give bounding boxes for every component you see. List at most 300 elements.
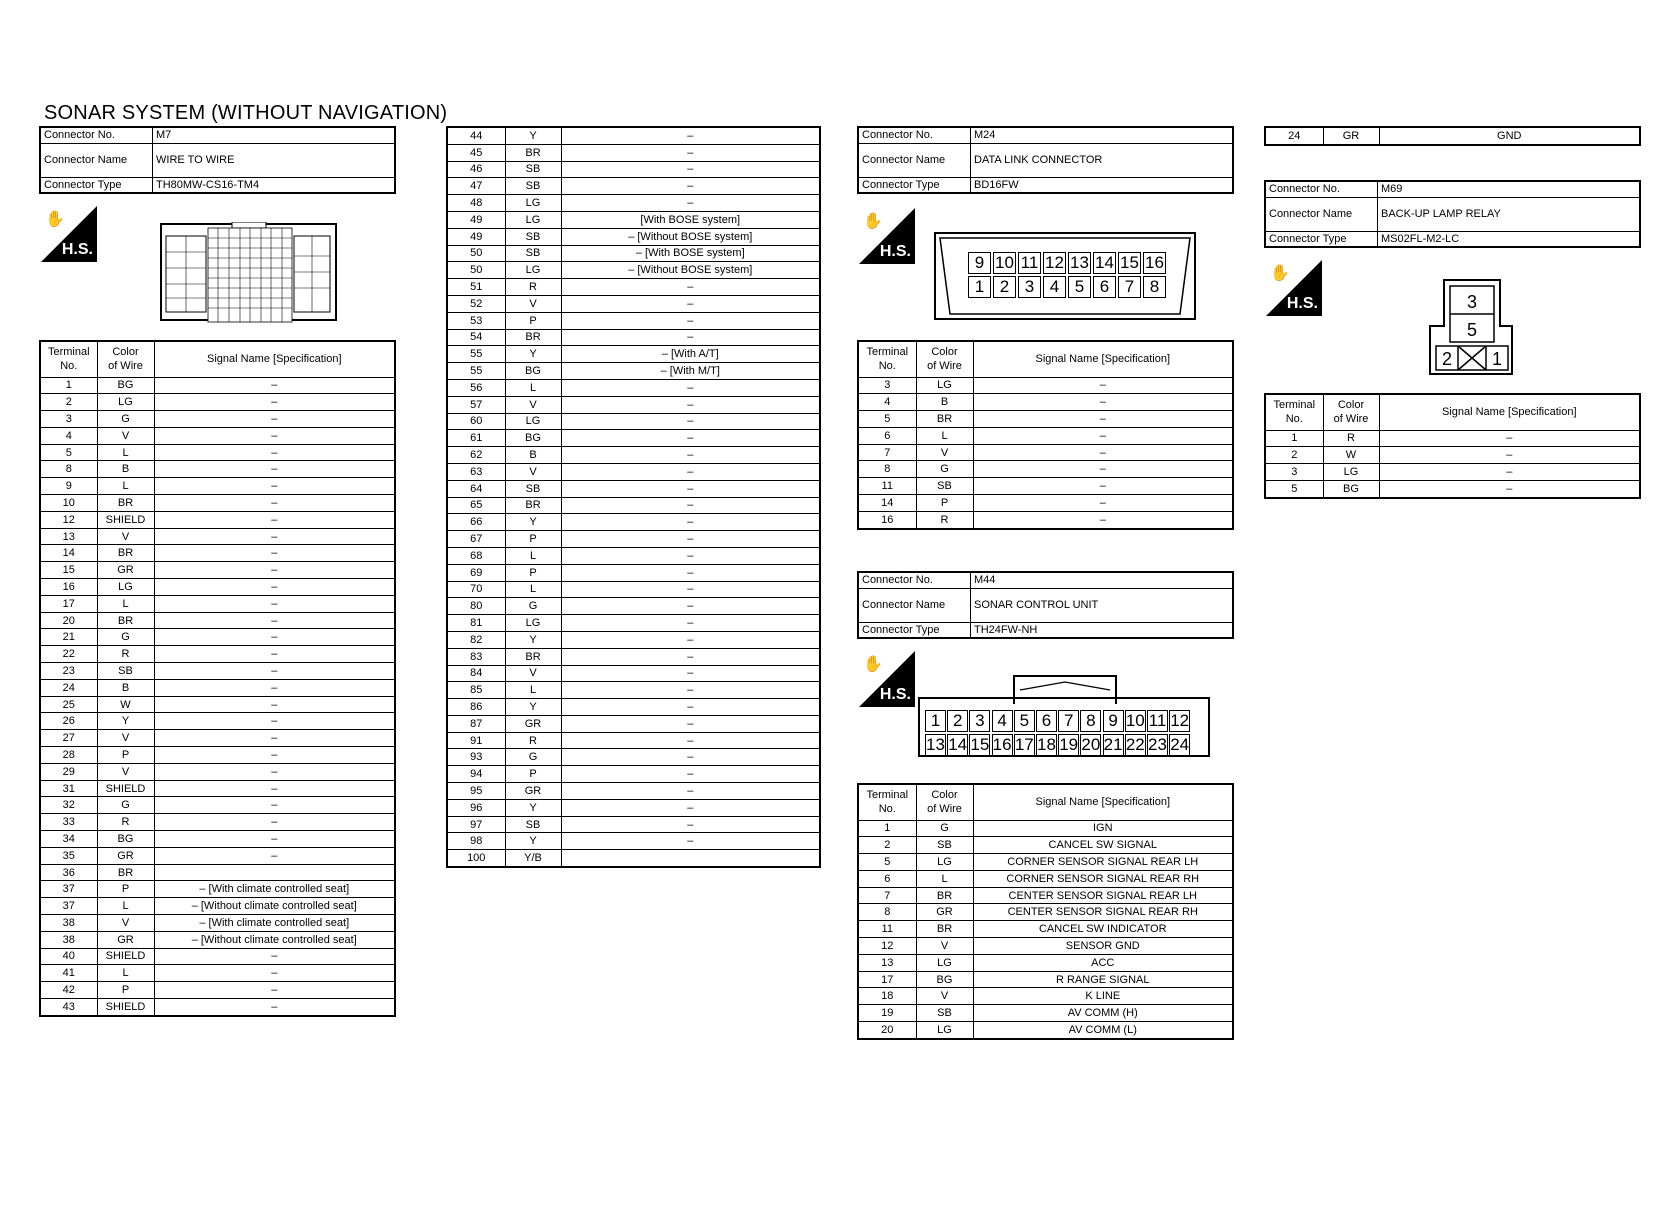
- table-row: [858, 971, 1233, 988]
- signal-cell: –: [154, 478, 395, 495]
- terminal-cell: 31: [40, 780, 97, 797]
- color-cell: V: [916, 444, 973, 461]
- m69-connector-no: M69: [1378, 181, 1641, 197]
- color-cell: BR: [505, 497, 561, 514]
- connector-pin: 21: [1103, 735, 1123, 754]
- connector-pin: 16: [1143, 252, 1166, 274]
- color-cell: V: [97, 915, 154, 932]
- terminal-cell: 23: [40, 663, 97, 680]
- color-cell: SB: [505, 816, 561, 833]
- table-row: [40, 814, 395, 831]
- terminal-cell: 12: [40, 511, 97, 528]
- connector-type-label: Connector Type: [1265, 231, 1378, 247]
- color-cell: BG: [1323, 480, 1379, 497]
- table-row: [447, 615, 820, 632]
- table-row: [40, 998, 395, 1015]
- signal-cell: –: [154, 377, 395, 394]
- table-row: [447, 564, 820, 581]
- connector-pin: 8: [1143, 276, 1166, 298]
- color-cell: R: [97, 646, 154, 663]
- color-cell: R: [916, 511, 973, 528]
- color-cell: BG: [97, 831, 154, 848]
- color-cell: GR: [97, 931, 154, 948]
- terminal-cell: 42: [40, 982, 97, 999]
- hs-symbol-icon: ✋ H.S.: [859, 651, 915, 707]
- signal-cell: – [Without BOSE system]: [561, 228, 820, 245]
- signal-cell: –: [154, 730, 395, 747]
- table-row: [447, 648, 820, 665]
- connector-pin: 2: [993, 276, 1016, 298]
- table-row: [40, 612, 395, 629]
- signal-cell: –: [561, 615, 820, 632]
- signal-cell: –: [561, 480, 820, 497]
- connector-type-label: Connector Type: [858, 622, 971, 638]
- signal-cell: –: [973, 411, 1233, 428]
- terminal-cell: 5: [1265, 480, 1323, 497]
- terminal-cell: 4: [40, 427, 97, 444]
- terminal-cell: 62: [447, 447, 505, 464]
- color-cell: Y/B: [505, 850, 561, 867]
- color-cell: BR: [505, 648, 561, 665]
- color-cell: Y: [505, 699, 561, 716]
- signal-cell: –: [561, 715, 820, 732]
- m69-connector-face-icon: [1428, 278, 1518, 378]
- table-row: [447, 161, 820, 178]
- signal-cell: –: [561, 531, 820, 548]
- table-row: [447, 631, 820, 648]
- signal-cell: –: [154, 646, 395, 663]
- table-row: [1265, 430, 1640, 447]
- m44-header: [857, 571, 1234, 639]
- color-cell: V: [916, 988, 973, 1005]
- table-row: [40, 579, 395, 596]
- terminal-cell: 93: [447, 749, 505, 766]
- terminal-cell: 5: [858, 854, 916, 871]
- terminal-cell: 85: [447, 682, 505, 699]
- terminal-cell: 13: [858, 954, 916, 971]
- terminal-cell: 19: [858, 1005, 916, 1022]
- color-cell: G: [916, 820, 973, 837]
- signal-cell: –: [154, 814, 395, 831]
- signal-cell: –: [973, 394, 1233, 411]
- terminal-cell: 84: [447, 665, 505, 682]
- table-row: 24 GR GND: [1265, 127, 1640, 145]
- color-cell: V: [97, 763, 154, 780]
- color-of-wire-header: Color of Wire: [97, 341, 154, 377]
- terminal-cell: 80: [447, 598, 505, 615]
- table-row: [447, 682, 820, 699]
- table-row: [40, 864, 395, 881]
- signal-cell: –: [561, 766, 820, 783]
- terminal-cell: 38: [40, 915, 97, 932]
- signal-cell: AV COMM (L): [973, 1022, 1233, 1039]
- signal-cell: – [With M/T]: [561, 363, 820, 380]
- connector-pin: 4: [992, 710, 1013, 732]
- color-cell: LG: [505, 413, 561, 430]
- terminal-cell: 20: [40, 612, 97, 629]
- color-cell: L: [505, 379, 561, 396]
- signal-cell: –: [154, 780, 395, 797]
- color-cell: BR: [916, 887, 973, 904]
- terminal-cell: 82: [447, 631, 505, 648]
- table-row: [40, 646, 395, 663]
- color-cell: V: [97, 528, 154, 545]
- terminal-cell: 63: [447, 463, 505, 480]
- signal-cell: –: [154, 411, 395, 428]
- color-cell: LG: [505, 262, 561, 279]
- table-row: [858, 478, 1233, 495]
- signal-cell: –: [1379, 447, 1640, 464]
- terminal-cell: 41: [40, 965, 97, 982]
- color-cell: Y: [505, 799, 561, 816]
- terminal-cell: 15: [40, 562, 97, 579]
- connector-name-label: Connector Name: [1265, 197, 1378, 231]
- color-cell: L: [505, 682, 561, 699]
- table-row: [1265, 447, 1640, 464]
- terminal-cell: 10: [40, 495, 97, 512]
- color-of-wire-header: Color of Wire: [916, 784, 973, 820]
- terminal-cell: 83: [447, 648, 505, 665]
- connector-pin: 1: [925, 710, 946, 732]
- connector-pin: 1: [968, 276, 991, 298]
- signal-cell: –: [154, 998, 395, 1015]
- color-cell: V: [97, 427, 154, 444]
- connector-pin: 4: [1043, 276, 1066, 298]
- terminal-cell: 20: [858, 1022, 916, 1039]
- terminal-cell: 4: [858, 394, 916, 411]
- table-row: [447, 699, 820, 716]
- m7-header: [39, 126, 396, 194]
- table-row: [40, 545, 395, 562]
- color-cell: SB: [505, 480, 561, 497]
- signal-cell: –: [561, 127, 820, 144]
- color-cell: G: [505, 598, 561, 615]
- terminal-cell: 70: [447, 581, 505, 598]
- terminal-cell: 91: [447, 732, 505, 749]
- table-row: [858, 820, 1233, 837]
- m24-header: [857, 126, 1234, 194]
- terminal-cell: 6: [858, 427, 916, 444]
- m69-pin-3: 3: [1466, 292, 1478, 312]
- table-row: [447, 581, 820, 598]
- table-row: [858, 495, 1233, 512]
- terminal-cell: 9: [40, 478, 97, 495]
- color-cell: P: [916, 495, 973, 512]
- table-row: [447, 497, 820, 514]
- table-row: [858, 1005, 1233, 1022]
- connector-pin: 15: [1118, 252, 1141, 274]
- table-row: [40, 595, 395, 612]
- table-row: [447, 329, 820, 346]
- table-row: [447, 396, 820, 413]
- signal-name-header: Signal Name [Specification]: [973, 784, 1233, 820]
- connector-pin: 14: [948, 735, 968, 754]
- signal-cell: –: [561, 732, 820, 749]
- signal-cell: CANCEL SW INDICATOR: [973, 921, 1233, 938]
- table-row: [447, 732, 820, 749]
- color-cell: LG: [916, 954, 973, 971]
- signal-cell: –: [561, 195, 820, 212]
- signal-cell: – [With climate controlled seat]: [154, 881, 395, 898]
- table-row: [447, 262, 820, 279]
- color-cell: BG: [97, 377, 154, 394]
- table-row: [447, 245, 820, 262]
- terminal-cell: 1: [1265, 430, 1323, 447]
- color-cell: BG: [505, 363, 561, 380]
- connector-pin: 3: [1018, 276, 1041, 298]
- terminal-no-header: Terminal No.: [858, 784, 916, 820]
- terminal-cell: 8: [858, 904, 916, 921]
- terminal-cell: 28: [40, 747, 97, 764]
- connector-type-label: Connector Type: [40, 177, 153, 193]
- signal-cell: –: [154, 797, 395, 814]
- connector-pin: 12: [1170, 711, 1190, 730]
- signal-cell: –: [561, 329, 820, 346]
- color-cell: B: [916, 394, 973, 411]
- terminal-cell: 1: [40, 377, 97, 394]
- table-row: [40, 444, 395, 461]
- terminal-cell: 48: [447, 195, 505, 212]
- table-row: [40, 797, 395, 814]
- signal-cell: –: [973, 377, 1233, 394]
- color-cell: V: [97, 730, 154, 747]
- signal-cell: –: [561, 497, 820, 514]
- table-row: [858, 377, 1233, 394]
- color-cell: R: [505, 279, 561, 296]
- terminal-cell: 81: [447, 615, 505, 632]
- table-row: [447, 363, 820, 380]
- color-cell: BR: [505, 144, 561, 161]
- table-row: [40, 411, 395, 428]
- signal-cell: –: [154, 747, 395, 764]
- signal-cell: –: [561, 816, 820, 833]
- table-row: [40, 427, 395, 444]
- color-cell: SB: [916, 837, 973, 854]
- table-row: [40, 965, 395, 982]
- table-row: [447, 598, 820, 615]
- signal-cell: SENSOR GND: [973, 938, 1233, 955]
- terminal-cell: 46: [447, 161, 505, 178]
- terminal-no-header: Terminal No.: [858, 341, 916, 377]
- m44-rows: [858, 820, 1233, 1039]
- terminal-cell: 68: [447, 547, 505, 564]
- terminal-cell: 34: [40, 831, 97, 848]
- terminal-cell: 13: [40, 528, 97, 545]
- signal-cell: AV COMM (H): [973, 1005, 1233, 1022]
- terminal-cell: 32: [40, 797, 97, 814]
- terminal-cell: 21: [40, 629, 97, 646]
- signal-cell: –: [561, 279, 820, 296]
- color-cell: SB: [97, 663, 154, 680]
- color-cell: B: [97, 679, 154, 696]
- terminal-cell: 47: [447, 178, 505, 195]
- color-cell: BR: [97, 864, 154, 881]
- table-row: [447, 312, 820, 329]
- terminal-cell: 52: [447, 295, 505, 312]
- color-cell: V: [505, 463, 561, 480]
- signal-cell: –: [561, 581, 820, 598]
- terminal-cell: 54: [447, 329, 505, 346]
- signal-cell: –: [561, 144, 820, 161]
- signal-cell: –: [561, 514, 820, 531]
- color-cell: V: [505, 665, 561, 682]
- terminal-cell: 50: [447, 245, 505, 262]
- table-row: [40, 780, 395, 797]
- connector-pin: 10: [1125, 711, 1145, 730]
- color-cell: SB: [505, 228, 561, 245]
- signal-name-header: Signal Name [Specification]: [154, 341, 395, 377]
- table-row: [1265, 464, 1640, 481]
- terminal-cell: 24: [40, 679, 97, 696]
- color-cell: LG: [505, 195, 561, 212]
- signal-name-header: Signal Name [Specification]: [1379, 394, 1640, 430]
- table-row: [447, 514, 820, 531]
- terminal-cell: 67: [447, 531, 505, 548]
- connector-pin: 7: [1058, 710, 1079, 732]
- signal-cell: –: [154, 982, 395, 999]
- table-row: [447, 665, 820, 682]
- signal-cell: –: [561, 783, 820, 800]
- signal-cell: –: [561, 295, 820, 312]
- table-row: [858, 511, 1233, 528]
- signal-cell: ACC: [973, 954, 1233, 971]
- table-row: [447, 766, 820, 783]
- m69-pin-5: 5: [1466, 320, 1478, 340]
- color-cell: L: [97, 965, 154, 982]
- connector-type-label: Connector Type: [858, 177, 971, 193]
- m7-rows: [40, 377, 395, 1016]
- signal-cell: –: [561, 833, 820, 850]
- signal-cell: –: [973, 478, 1233, 495]
- terminal-cell: 8: [858, 461, 916, 478]
- signal-cell: R RANGE SIGNAL: [973, 971, 1233, 988]
- terminal-cell: 44: [447, 127, 505, 144]
- terminal-cell: 12: [858, 938, 916, 955]
- signal-cell: –: [561, 631, 820, 648]
- color-cell: L: [97, 478, 154, 495]
- color-cell: R: [1323, 430, 1379, 447]
- terminal-cell: 11: [858, 478, 916, 495]
- terminal-cell: 49: [447, 228, 505, 245]
- terminal-cell: 55: [447, 346, 505, 363]
- table-row: [447, 833, 820, 850]
- table-row: [858, 954, 1233, 971]
- color-cell: P: [97, 747, 154, 764]
- signal-cell: –: [973, 495, 1233, 512]
- connector-no-label: Connector No.: [40, 127, 153, 143]
- connector-pin: 3: [969, 710, 990, 732]
- terminal-cell: 40: [40, 948, 97, 965]
- terminal-cell: 5: [858, 411, 916, 428]
- color-cell: G: [97, 411, 154, 428]
- terminal-cell: 33: [40, 814, 97, 831]
- connector-pin: 19: [1059, 735, 1079, 754]
- color-cell: BR: [916, 921, 973, 938]
- color-cell: Y: [505, 514, 561, 531]
- terminal-cell: 96: [447, 799, 505, 816]
- signal-cell: –: [154, 948, 395, 965]
- connector-pin: 6: [1093, 276, 1116, 298]
- table-row: [858, 938, 1233, 955]
- signal-cell: –: [561, 648, 820, 665]
- color-cell: P: [505, 766, 561, 783]
- signal-cell: [561, 850, 820, 867]
- signal-cell: –: [154, 763, 395, 780]
- m7-connector-name: WIRE TO WIRE: [153, 143, 396, 177]
- connector-no-label: Connector No.: [1265, 181, 1378, 197]
- signal-cell: –: [561, 178, 820, 195]
- m69-connector-name: BACK-UP LAMP RELAY: [1378, 197, 1641, 231]
- color-of-wire-header: Color of Wire: [916, 341, 973, 377]
- terminal-cell: 1: [858, 820, 916, 837]
- table-row: [447, 783, 820, 800]
- table-row: [40, 730, 395, 747]
- terminal-cell: 17: [858, 971, 916, 988]
- table-row: [858, 854, 1233, 871]
- color-cell: LG: [916, 1022, 973, 1039]
- connector-pin: 17: [1014, 735, 1034, 754]
- connector-pin: 23: [1148, 735, 1167, 754]
- connector-pin: 13: [926, 735, 945, 754]
- color-cell: SB: [916, 478, 973, 495]
- color-cell: L: [916, 427, 973, 444]
- page-title: SONAR SYSTEM (WITHOUT NAVIGATION): [44, 102, 448, 124]
- signal-cell: –: [561, 312, 820, 329]
- table-row: [447, 430, 820, 447]
- table-row: [447, 195, 820, 212]
- table-row: [858, 837, 1233, 854]
- terminal-cell: 16: [858, 511, 916, 528]
- m24-rows: [858, 377, 1233, 529]
- color-cell: SHIELD: [97, 998, 154, 1015]
- color-cell: LG: [505, 211, 561, 228]
- color-cell: BR: [97, 545, 154, 562]
- signal-cell: –: [154, 528, 395, 545]
- connector-pin: 12: [1043, 252, 1066, 274]
- color-cell: SHIELD: [97, 511, 154, 528]
- terminal-cell: 17: [40, 595, 97, 612]
- table-row: [40, 931, 395, 948]
- m69-pin-2: 2: [1441, 349, 1453, 369]
- table-row: [40, 511, 395, 528]
- m69-rows: [1265, 430, 1640, 498]
- color-cell: LG: [916, 377, 973, 394]
- connector-name-label: Connector Name: [858, 588, 971, 622]
- table-row: [858, 988, 1233, 1005]
- color-cell: G: [97, 797, 154, 814]
- terminal-cell: 66: [447, 514, 505, 531]
- color-cell: V: [505, 295, 561, 312]
- table-row: [447, 127, 820, 144]
- terminal-cell: 2: [858, 837, 916, 854]
- color-cell: BG: [505, 430, 561, 447]
- signal-cell: CORNER SENSOR SIGNAL REAR RH: [973, 870, 1233, 887]
- table-row: [447, 816, 820, 833]
- color-cell: GR: [916, 904, 973, 921]
- m44-connector-name: SONAR CONTROL UNIT: [971, 588, 1234, 622]
- table-row: [447, 346, 820, 363]
- connector-pin: 22: [1125, 735, 1145, 754]
- signal-cell: –: [154, 696, 395, 713]
- terminal-cell: 60: [447, 413, 505, 430]
- terminal-cell: 29: [40, 763, 97, 780]
- terminal-cell: 16: [40, 579, 97, 596]
- color-cell: GR: [97, 562, 154, 579]
- connector-pin: 10: [993, 252, 1016, 274]
- terminal-cell: 87: [447, 715, 505, 732]
- table-row: [40, 377, 395, 394]
- connector-pin: 9: [1103, 710, 1124, 732]
